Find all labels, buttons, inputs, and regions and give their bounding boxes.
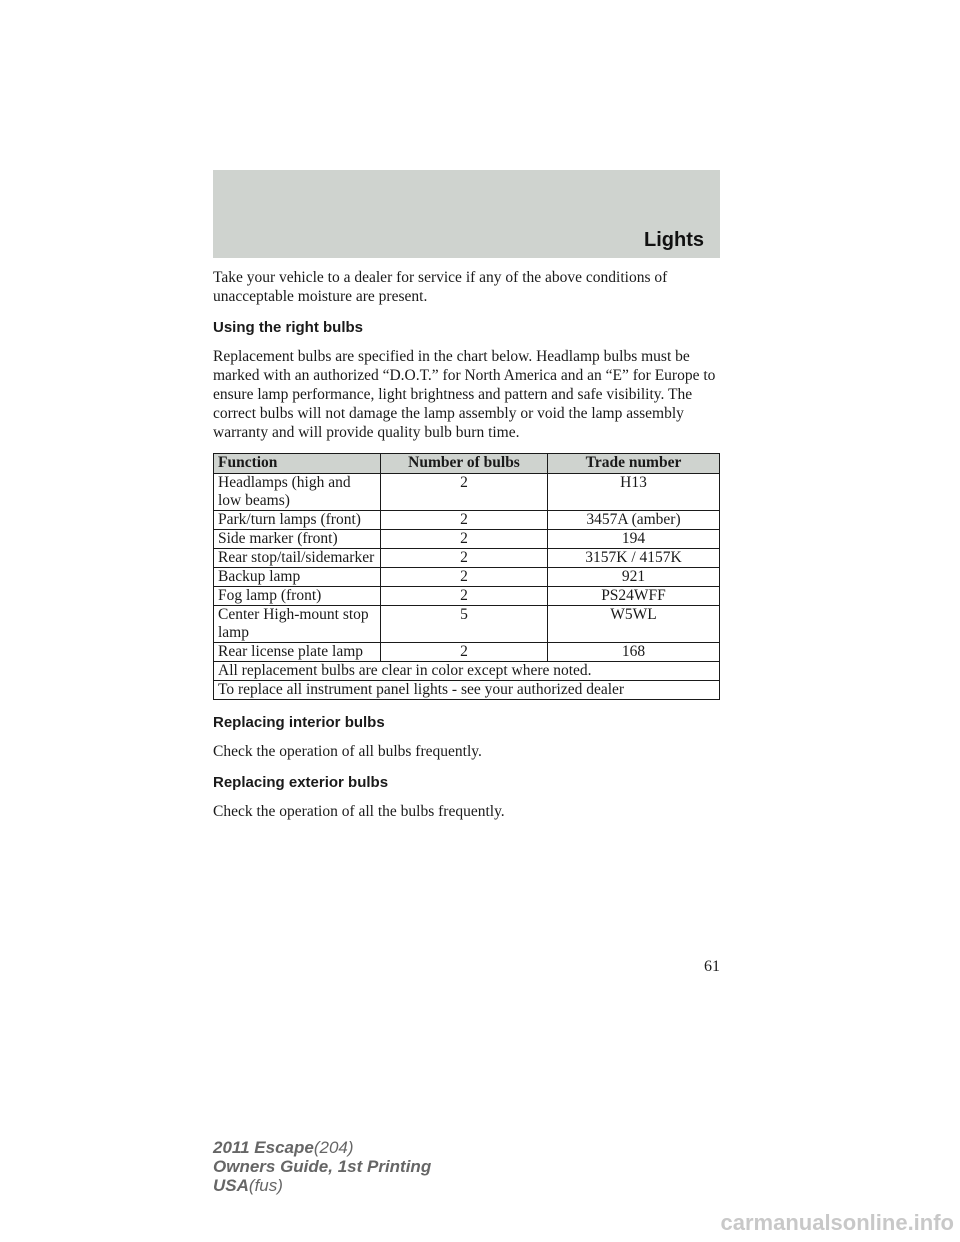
- footer-market: USA: [213, 1176, 249, 1195]
- column-header-number: Number of bulbs: [381, 454, 548, 474]
- print-footer: [213, 1138, 431, 1195]
- cell-function: Backup lamp: [214, 568, 381, 587]
- table-note-clear-color: All replacement bulbs are clear in color except where noted.: [214, 662, 720, 681]
- watermark: carmanualsonline.info: [720, 1210, 954, 1235]
- cell-trade: H13: [548, 474, 720, 511]
- table-row: [214, 549, 720, 568]
- cell-count: 2: [381, 568, 548, 587]
- cell-trade: W5WL: [548, 606, 720, 643]
- exterior-bulbs-paragraph: Check the operation of all the bulbs frequently.: [213, 803, 505, 820]
- bulb-table: [213, 453, 720, 700]
- footer-model-line: [213, 1138, 431, 1157]
- cell-trade: 194: [548, 530, 720, 549]
- heading-exterior-bulbs: Replacing exterior bulbs: [213, 774, 389, 791]
- table-row: [214, 587, 720, 606]
- table-row: [214, 568, 720, 587]
- cell-function: Rear license plate lamp: [214, 643, 381, 662]
- bulbs-paragraph: Replacement bulbs are specified in the chart below. Headlamp bulbs must be marked with an authorized “D.O.T.” for North America and an “E” for Europe to ensure lamp performance, light brightness and pattern and safe visibility. The correct bulbs will not damage the lamp assembly or void the lamp assembly warranty and will provide quality bulb burn time.: [213, 348, 716, 441]
- cell-count: 2: [381, 530, 548, 549]
- footer-market-line: [213, 1176, 431, 1195]
- cell-function: Park/turn lamps (front): [214, 511, 381, 530]
- table-row: [214, 530, 720, 549]
- cell-function: Headlamps (high and low beams): [214, 474, 381, 511]
- cell-count: 5: [381, 606, 548, 643]
- heading-interior-bulbs: Replacing interior bulbs: [213, 714, 385, 731]
- cell-count: 2: [381, 587, 548, 606]
- table-row: [214, 474, 720, 511]
- section-header-band: [213, 170, 720, 258]
- cell-trade: 168: [548, 643, 720, 662]
- footer-model-code: (204): [313, 1138, 354, 1157]
- cell-function: Fog lamp (front): [214, 587, 381, 606]
- page-content: [213, 268, 720, 821]
- table-header-row: [214, 454, 720, 474]
- footer-market-code: (fus): [248, 1176, 283, 1195]
- page-number: 61: [704, 958, 720, 975]
- table-note-row: [214, 662, 720, 681]
- cell-trade: 921: [548, 568, 720, 587]
- table-note-instrument-panel: To replace all instrument panel lights - see your authorized dealer: [214, 681, 720, 700]
- intro-paragraph: Take your vehicle to a dealer for service if any of the above conditions of unacceptable moisture are present.: [213, 269, 668, 305]
- table-row: [214, 511, 720, 530]
- cell-function: Rear stop/tail/sidemarker: [214, 549, 381, 568]
- cell-function: Center High-mount stop lamp: [214, 606, 381, 643]
- table-note-row: [214, 681, 720, 700]
- cell-count: 2: [381, 549, 548, 568]
- cell-trade: 3457A (amber): [548, 511, 720, 530]
- section-title: Lights: [644, 229, 704, 251]
- cell-count: 2: [381, 511, 548, 530]
- heading-using-right-bulbs: Using the right bulbs: [213, 319, 363, 336]
- cell-trade: 3157K / 4157K: [548, 549, 720, 568]
- cell-trade: PS24WFF: [548, 587, 720, 606]
- cell-count: 2: [381, 474, 548, 511]
- table-row: [214, 643, 720, 662]
- footer-model: 2011 Escape: [213, 1138, 314, 1157]
- cell-count: 2: [381, 643, 548, 662]
- column-header-trade: Trade number: [548, 454, 720, 474]
- column-header-function: Function: [214, 454, 381, 474]
- interior-bulbs-paragraph: Check the operation of all bulbs frequently.: [213, 743, 482, 760]
- footer-guide: Owners Guide, 1st Printing: [213, 1157, 432, 1176]
- cell-function: Side marker (front): [214, 530, 381, 549]
- table-row: [214, 606, 720, 643]
